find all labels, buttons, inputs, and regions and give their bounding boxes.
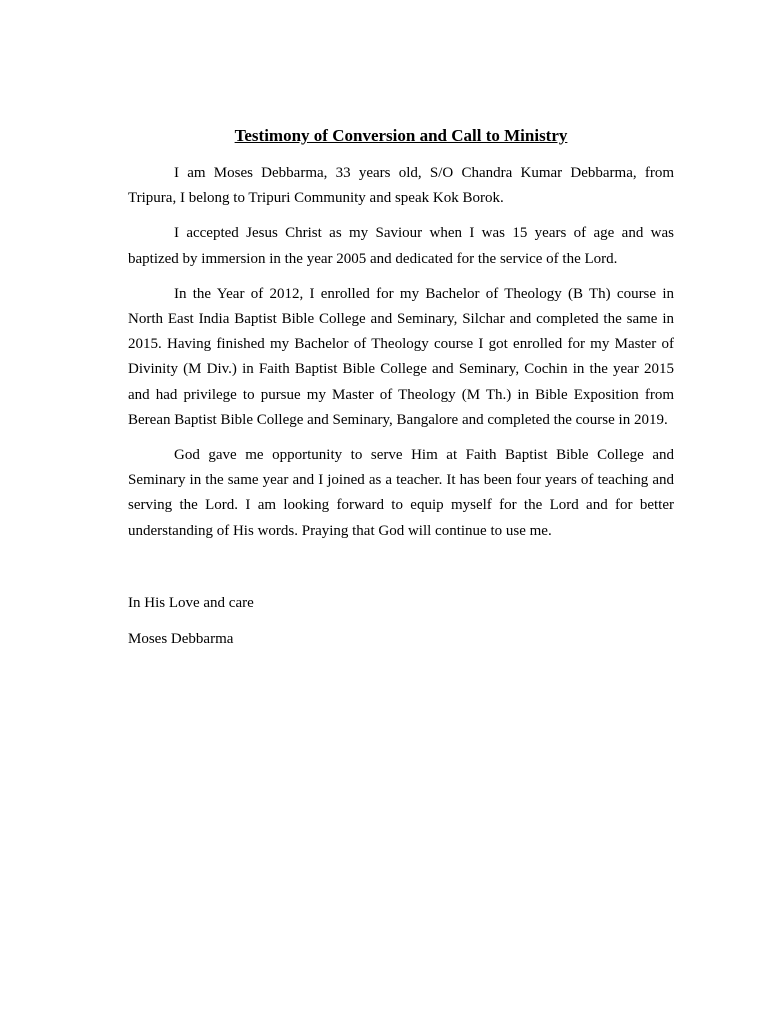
closing-line: In His Love and care [128,594,254,611]
document-title: Testimony of Conversion and Call to Ministry [234,126,568,145]
document-page [128,124,674,651]
paragraph-introduction: I am Moses Debbarma, 33 years old, S/O Chandra Kumar Debbarma, from Tripura, I belong to Tripuri Community and speak Kok Borok. [128,165,674,207]
paragraph-conversion: I accepted Jesus Christ as my Saviour when I was 15 years of age and was baptized by immersion in the year 2005 and dedicated for the service of the Lord. [128,225,674,267]
paragraph-ministry: God gave me opportunity to serve Him at Faith Baptist Bible College and Seminary in the same year and I joined as a teacher. It has been four years of teaching and serving the Lord. I am looking forward to equip myself for the Lord and for better understanding of His words. Praying that God will continue to use me. [128,447,674,539]
signature-name: Moses Debbarma [128,630,234,647]
paragraph-education: In the Year of 2012, I enrolled for my Bachelor of Theology (B Th) course in North East India Baptist Bible College and Seminary, Silchar and completed the same in 2015. Having finished my Bachelor of Theology course I got enrolled for my Master of Divinity (M Div.) in Faith Baptist Bible College and Seminary, Cochin in the year 2015 and had privilege to pursue my Master of Theology (M Th.) in Bible Exposition from Berean Baptist Bible College and Seminary, Bangalore and completed the course in 2019. [128,285,674,428]
